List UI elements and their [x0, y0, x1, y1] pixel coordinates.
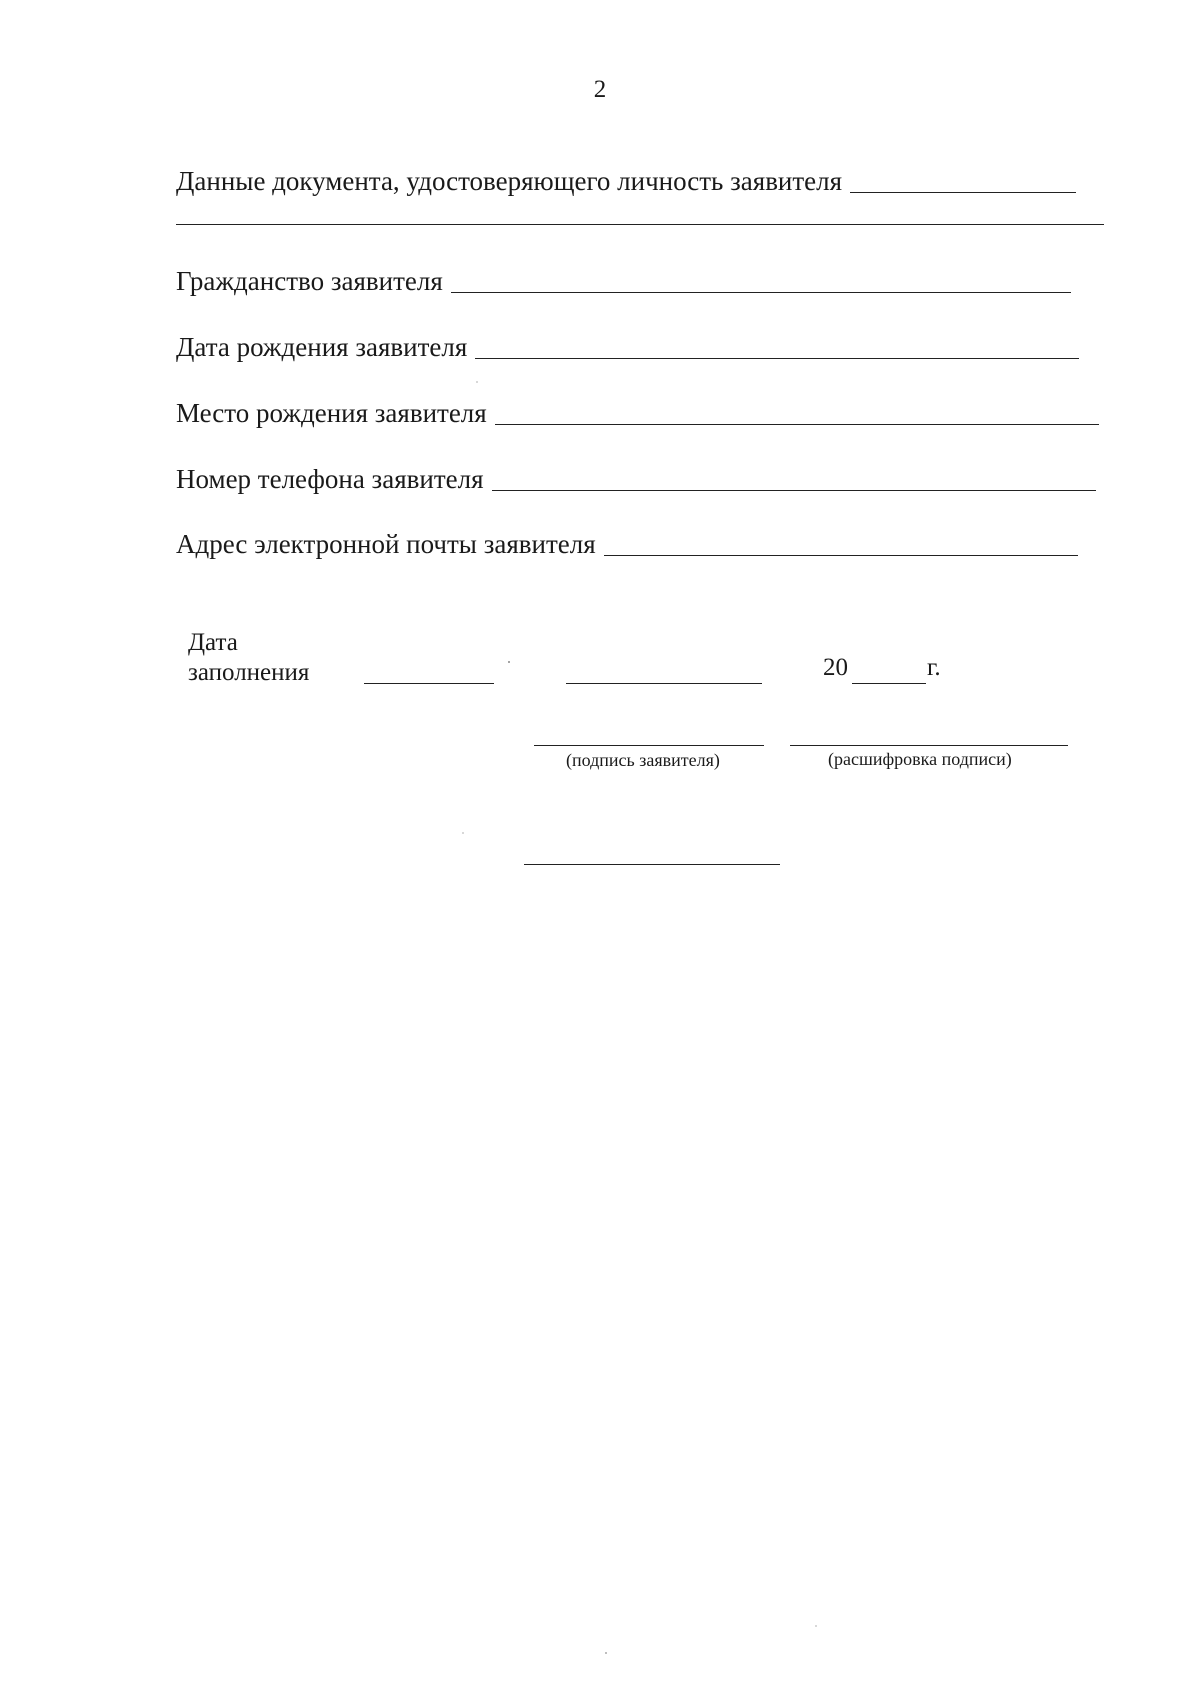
field-label-phone: Номер телефона заявителя: [176, 464, 484, 494]
year-suffix: г.: [927, 654, 941, 681]
field-birth-date: [176, 332, 1079, 362]
field-email: [176, 529, 1078, 559]
extra-line[interactable]: [524, 864, 780, 865]
field-label-citizenship: Гражданство заявителя: [176, 266, 443, 296]
id-document-continuation-line[interactable]: [176, 224, 1104, 225]
scan-speck: [815, 1625, 817, 1627]
field-id-document: [176, 166, 1076, 196]
date-year-line[interactable]: [852, 683, 926, 684]
signature-caption: (подпись заявителя): [566, 750, 720, 770]
scan-speck: [508, 661, 510, 663]
phone-input-line[interactable]: [492, 490, 1096, 491]
scan-speck: [605, 1652, 607, 1654]
birth-date-input-line[interactable]: [475, 358, 1079, 359]
field-label-birth-place: Место рождения заявителя: [176, 398, 487, 428]
birth-place-input-line[interactable]: [495, 424, 1099, 425]
field-birth-place: [176, 398, 1099, 428]
decryption-caption: (расшифровка подписи): [828, 749, 1012, 769]
field-label-birth-date: Дата рождения заявителя: [176, 332, 468, 362]
page-number: 2: [593, 76, 607, 103]
field-citizenship: [176, 266, 1071, 296]
decryption-line[interactable]: [790, 745, 1068, 746]
id-document-input-line[interactable]: [850, 192, 1076, 193]
scan-speck: [462, 832, 464, 834]
field-label-email: Адрес электронной почты заявителя: [176, 529, 596, 559]
date-day-line[interactable]: [364, 683, 494, 684]
email-input-line[interactable]: [604, 555, 1078, 556]
field-label-id-document: Данные документа, удостоверяющего личность заявителя: [176, 166, 843, 196]
date-filled-label: Дата заполнения: [188, 629, 310, 686]
scan-speck: [476, 381, 478, 383]
year-prefix: 20: [823, 654, 848, 681]
citizenship-input-line[interactable]: [451, 292, 1071, 293]
date-month-line[interactable]: [566, 683, 762, 684]
field-phone: [176, 464, 1096, 494]
signature-line[interactable]: [534, 745, 764, 746]
